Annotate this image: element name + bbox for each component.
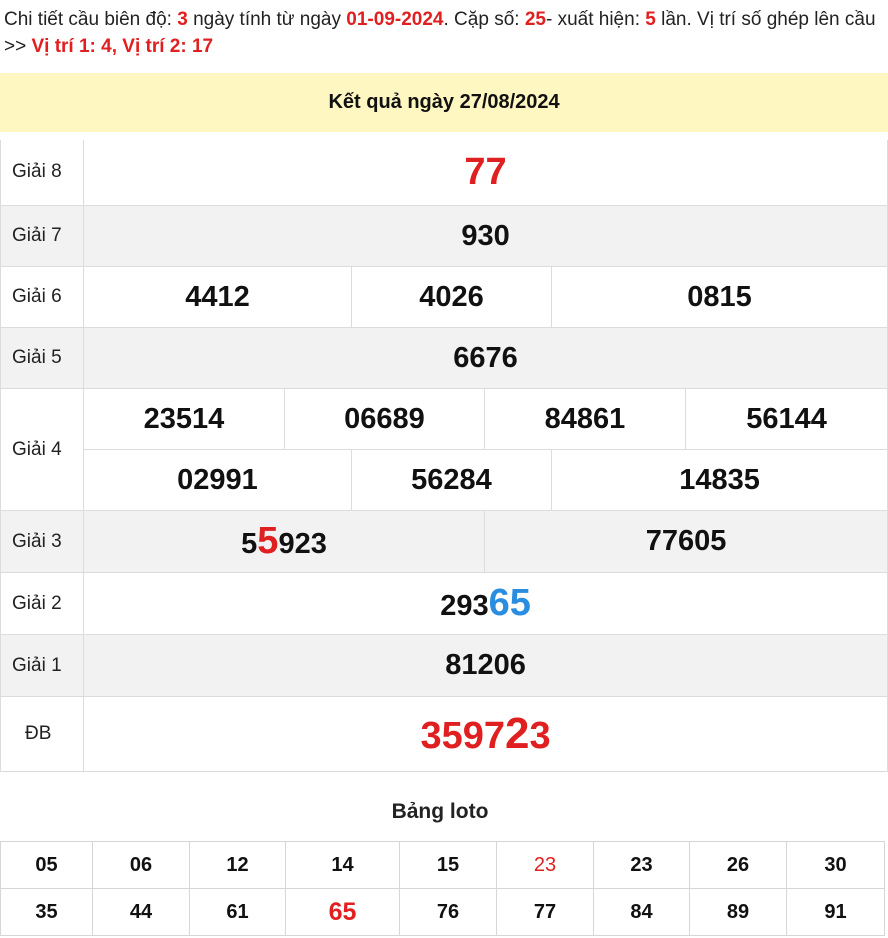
row-dac-biet	[1, 697, 888, 772]
giai-4-value: 56144	[686, 389, 888, 450]
loto-cell: 89	[690, 889, 787, 936]
intro-text-5: lần. Vị trí số ghép lên cầu >>	[4, 9, 876, 57]
row-giai-6	[1, 267, 888, 328]
label-giai-6: Giải 6	[1, 267, 84, 328]
row-giai-5	[1, 328, 888, 389]
giai-3-value: 77605	[485, 511, 888, 573]
loto-row-1	[1, 842, 885, 889]
giai-4-value: 14835	[552, 450, 888, 511]
loto-cell: 77	[497, 889, 594, 936]
loto-cell: 84	[594, 889, 690, 936]
giai-1-value: 81206	[84, 635, 888, 697]
dac-biet-highlight: 2	[505, 709, 530, 758]
giai-8-value: 77	[84, 136, 888, 206]
results-title: Kết quả ngày 27/08/2024	[1, 74, 888, 136]
giai-2-digits: 293	[440, 590, 489, 622]
loto-cell: 12	[190, 842, 286, 889]
label-giai-4: Giải 4	[1, 389, 84, 511]
label-giai-3: Giải 3	[1, 511, 84, 573]
loto-cell: 76	[400, 889, 497, 936]
giai-4-value: 23514	[84, 389, 285, 450]
loto-row-2	[1, 889, 885, 936]
loto-cell: 30	[787, 842, 885, 889]
loto-cell-highlight: 65	[286, 889, 400, 936]
loto-cell: 44	[93, 889, 190, 936]
dac-biet-digits: 3597	[420, 715, 506, 757]
giai-3-digits: 5	[241, 528, 258, 560]
giai-5-value: 6676	[84, 328, 888, 389]
giai-6-value: 0815	[552, 267, 888, 328]
intro-text-2: ngày tính từ ngày	[187, 9, 347, 30]
row-giai-4-a	[1, 389, 888, 450]
label-giai-5: Giải 5	[1, 328, 84, 389]
cau-description	[4, 6, 882, 60]
label-giai-1: Giải 1	[1, 635, 84, 697]
label-dac-biet: ĐB	[1, 697, 84, 772]
loto-table	[0, 841, 885, 936]
giai-2-value	[84, 573, 888, 635]
row-giai-1	[1, 635, 888, 697]
loto-cell: 61	[190, 889, 286, 936]
row-giai-8	[1, 136, 888, 206]
giai-4-value: 02991	[84, 450, 352, 511]
bien-do-value: 3	[177, 9, 188, 30]
results-header	[1, 74, 888, 136]
loto-cell: 35	[1, 889, 93, 936]
row-giai-3	[1, 511, 888, 573]
loto-cell: 05	[1, 842, 93, 889]
intro-text-3: . Cặp số:	[443, 9, 525, 30]
vi-tri-value: Vị trí 1: 4, Vị trí 2: 17	[31, 36, 214, 57]
giai-6-value: 4026	[352, 267, 552, 328]
loto-cell: 26	[690, 842, 787, 889]
giai-4-value: 06689	[285, 389, 485, 450]
giai-3-highlight: 5	[257, 520, 279, 562]
loto-cell: 06	[93, 842, 190, 889]
loto-cell: 23	[594, 842, 690, 889]
label-giai-2: Giải 2	[1, 573, 84, 635]
row-giai-7	[1, 206, 888, 267]
loto-cell: 15	[400, 842, 497, 889]
xuat-hien-value: 5	[645, 9, 656, 30]
label-giai-8: Giải 8	[1, 136, 84, 206]
giai-3-digits: 923	[278, 528, 327, 560]
dac-biet-digits: 3	[529, 715, 551, 757]
results-table	[0, 73, 888, 772]
giai-3-value	[84, 511, 485, 573]
row-giai-4-b	[1, 450, 888, 511]
loto-cell: 14	[286, 842, 400, 889]
loto-cell: 91	[787, 889, 885, 936]
giai-7-value: 930	[84, 206, 888, 267]
giai-4-value: 56284	[352, 450, 552, 511]
giai-6-value: 4412	[84, 267, 352, 328]
cap-so-value: 25	[524, 9, 546, 30]
intro-text-4: - xuất hiện:	[545, 9, 646, 30]
giai-2-highlight: 65	[488, 582, 531, 624]
label-giai-7: Giải 7	[1, 206, 84, 267]
intro-text-1: Chi tiết cầu biên độ:	[4, 9, 178, 30]
loto-title: Bảng loto	[391, 800, 489, 823]
start-date: 01-09-2024	[346, 9, 444, 30]
giai-4-value: 84861	[485, 389, 686, 450]
dac-biet-value	[84, 697, 888, 772]
loto-cell-highlight: 23	[497, 842, 594, 889]
row-giai-2	[1, 573, 888, 635]
